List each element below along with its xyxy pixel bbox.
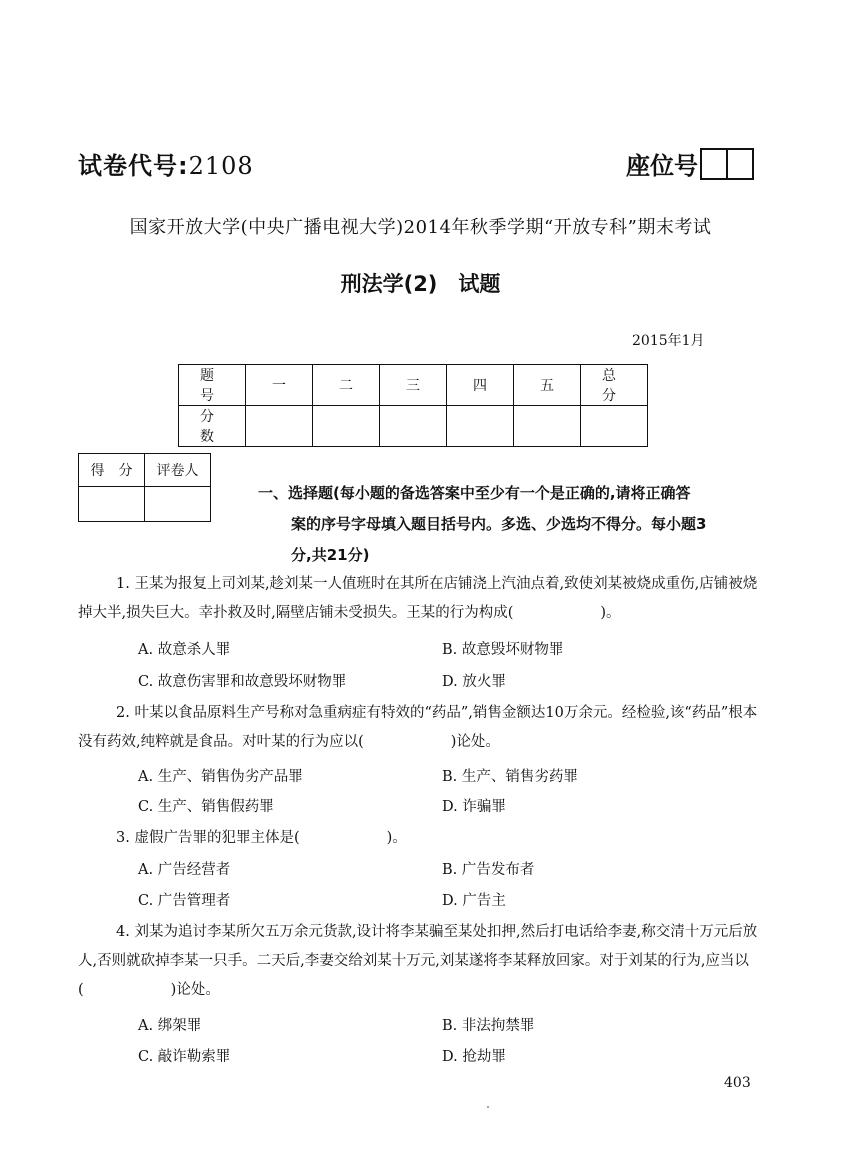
question-3-option-c: C. 广告管理者 — [138, 893, 231, 909]
section-heading-line: 案的序号字母填入题目括号内。多选、少选均不得分。每小题3 — [291, 515, 707, 533]
exam-code-value: 2108 — [188, 152, 254, 180]
score-cell[interactable] — [380, 406, 447, 447]
page-number: 403 — [724, 1075, 751, 1091]
question-3-option-d: D. 广告主 — [442, 893, 506, 909]
grader-score-cell[interactable] — [79, 487, 145, 522]
seat-number-label: 座位号 — [626, 152, 698, 180]
question-3-option-a: A. 广告经营者 — [138, 862, 231, 878]
score-row-label: 分 数 — [179, 406, 246, 447]
question-4-option-d: D. 抢劫罪 — [442, 1049, 506, 1065]
score-header-cell: 二 — [313, 365, 380, 406]
seat-number — [626, 146, 754, 181]
question-4-text: 4. 刘某为追讨李某所欠五万余元货款,设计将李某骗至某处扣押,然后打电话给李妻,称交清十万元后放人,否则就砍掉李某一只手。二天后,李妻交给刘某十万元,刘某遂将李某释放回家。对于刘某的行为,应当以( )论处。 — [78, 924, 758, 998]
score-cell[interactable] — [581, 406, 648, 447]
question-1-option-d: D. 放火罪 — [442, 674, 506, 690]
exam-date: 2015年1月 — [632, 333, 705, 349]
score-table-value-row — [179, 406, 648, 447]
score-cell[interactable] — [246, 406, 313, 447]
score-header-cell: 总 分 — [581, 365, 648, 406]
score-header-cell: 四 — [447, 365, 514, 406]
score-header-cell: 五 — [514, 365, 581, 406]
question-1-option-b: B. 故意毁坏财物罪 — [442, 642, 564, 658]
question-2-option-a: A. 生产、销售伪劣产品罪 — [138, 769, 303, 785]
seat-number-boxes[interactable] — [700, 148, 754, 180]
exam-code — [78, 146, 254, 181]
seat-box-2[interactable] — [728, 148, 754, 180]
exam-title: 刑法学(2) 试题 — [340, 272, 501, 296]
question-2-text: 2. 叶某以食品原料生产号称对急重病症有特效的“药品”,销售金额达10万余元。经检验,该“药品”根本没有药效,纯粹就是食品。对叶某的行为应以( )论处。 — [78, 705, 758, 750]
question-4-option-b: B. 非法拘禁罪 — [442, 1018, 535, 1034]
grader-table — [78, 453, 211, 522]
score-header-cell: 三 — [380, 365, 447, 406]
scan-speck — [487, 1106, 489, 1108]
question-1-option-a: A. 故意杀人罪 — [138, 642, 231, 658]
score-table-header-row — [179, 365, 648, 406]
question-3-option-b: B. 广告发布者 — [442, 862, 535, 878]
score-cell[interactable] — [313, 406, 380, 447]
score-table — [178, 364, 648, 447]
score-cell[interactable] — [514, 406, 581, 447]
question-1-option-c: C. 故意伤害罪和故意毁坏财物罪 — [138, 674, 347, 690]
question-2-option-d: D. 诈骗罪 — [442, 799, 506, 815]
seat-box-1[interactable] — [700, 148, 728, 180]
question-4-option-c: C. 敲诈勒索罪 — [138, 1049, 231, 1065]
exam-subtitle: 国家开放大学(中央广播电视大学)2014年秋季学期“开放专科”期末考试 — [129, 217, 712, 238]
score-cell[interactable] — [447, 406, 514, 447]
section-heading-line: 一、选择题(每小题的备选答案中至少有一个是正确的,请将正确答 — [258, 484, 691, 502]
score-header-cell: 题 号 — [179, 365, 246, 406]
section-one-heading — [258, 478, 758, 571]
score-header-cell: 一 — [246, 365, 313, 406]
question-2-option-b: B. 生产、销售劣药罪 — [442, 769, 578, 785]
grader-name-cell[interactable] — [145, 487, 211, 522]
section-heading-line: 分,共21分) — [291, 546, 370, 564]
grader-score-label: 得 分 — [79, 454, 145, 487]
exam-code-label: 试卷代号: — [78, 152, 189, 180]
question-3-text: 3. 虚假广告罪的犯罪主体是( )。 — [116, 830, 407, 846]
question-1-text: 1. 王某为报复上司刘某,趁刘某一人值班时在其所在店铺浇上汽油点着,致使刘某被烧成重伤,店铺被烧掉大半,损失巨大。幸扑救及时,隔壁店铺未受损失。王某的行为构成( )。 — [78, 576, 758, 621]
question-2-option-c: C. 生产、销售假药罪 — [138, 799, 274, 815]
question-4-option-a: A. 绑架罪 — [138, 1018, 202, 1034]
grader-name-label: 评卷人 — [145, 454, 211, 487]
